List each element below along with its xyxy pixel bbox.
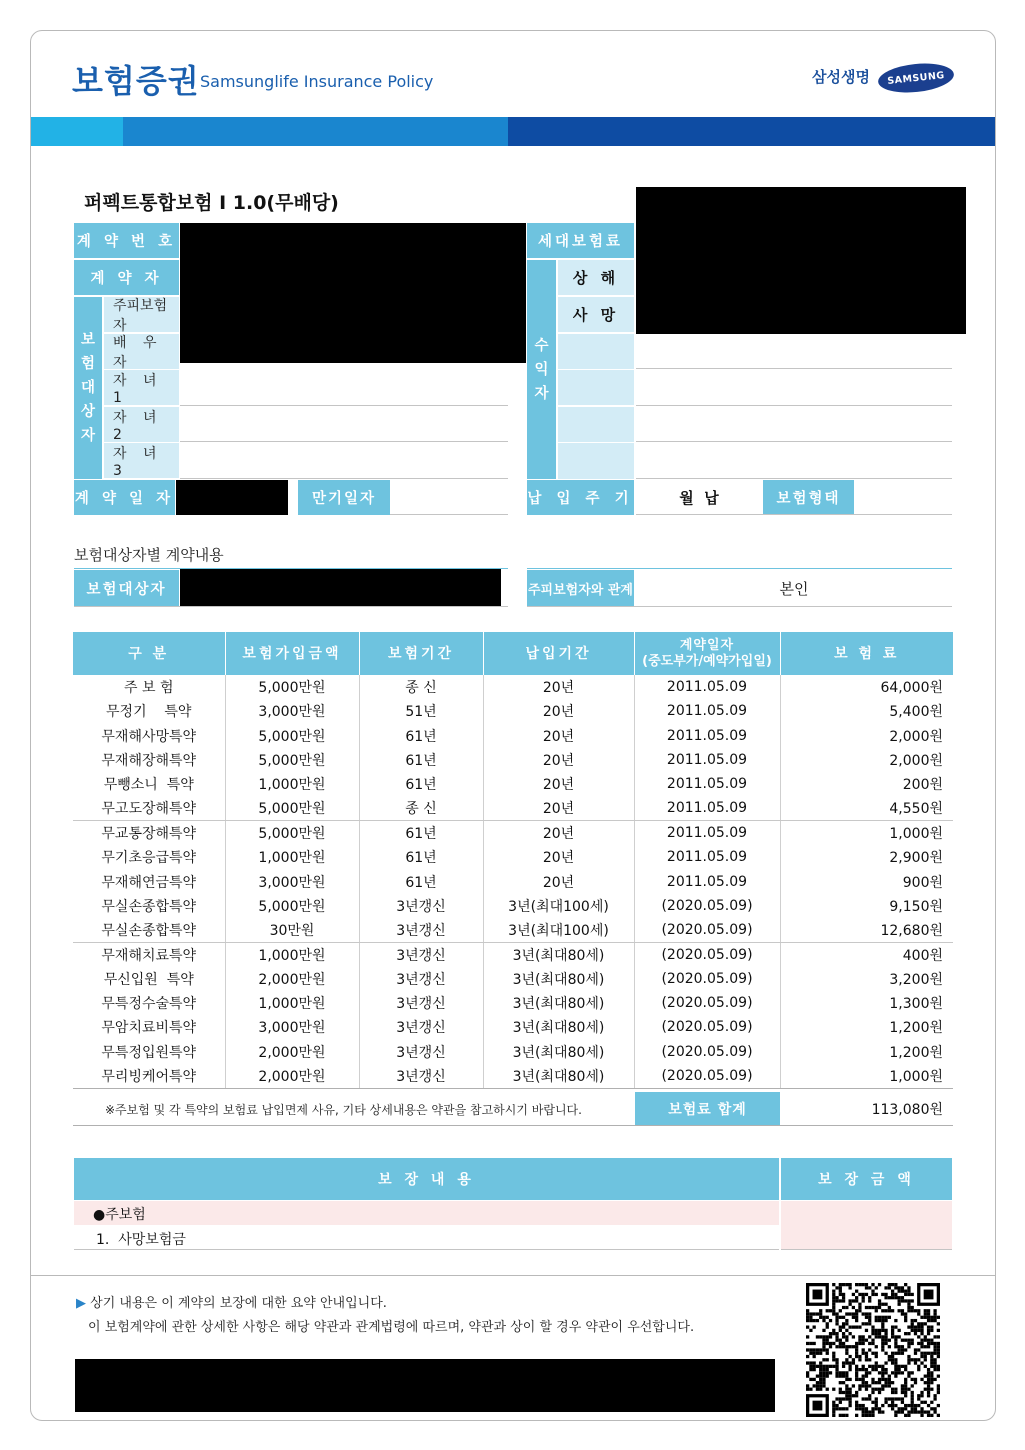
cell-contract-date: (2020.05.09) <box>634 967 780 991</box>
footer-line1: ▶ 상기 내용은 이 계약의 보장에 대한 요약 안내입니다. <box>76 1296 387 1311</box>
cell-coverage-amount: 1,000만원 <box>225 845 359 869</box>
cell-payment-period: 20년 <box>483 699 634 723</box>
cell-insurance-period: 61년 <box>359 724 483 748</box>
cell-payment-period: 20년 <box>483 869 634 893</box>
cell-category: 무실손종합특약 <box>73 894 225 918</box>
child3-label: 자 녀 3 <box>104 443 179 478</box>
cell-insurance-period: 61년 <box>359 748 483 772</box>
samsung-logo: SAMSUNG <box>877 60 956 96</box>
cell-payment-period: 20년 <box>483 748 634 772</box>
coverage-content-header: 보 장 내 용 <box>74 1158 779 1200</box>
cell-category: 무정기 특약 <box>73 699 225 723</box>
cell-coverage-amount: 2,000만원 <box>225 967 359 991</box>
payment-cycle-label: 납 입 주 기 <box>527 480 634 515</box>
cell-category: 무기초응급특약 <box>73 845 225 869</box>
premium-total-label: 보험료 합계 <box>635 1092 780 1125</box>
cell-insurance-period: 3년갱신 <box>359 894 483 918</box>
insured-label: 보험대상자 <box>74 570 179 606</box>
cell-payment-period: 3년(최대80세) <box>483 1039 634 1063</box>
redacted-beneficiary-info <box>636 187 966 334</box>
cell-premium: 4,550원 <box>780 796 953 820</box>
footer-line2: 이 보험계약에 관한 상세한 사항은 해당 약관과 관계법령에 따르며, 약관과 상이 할 경우 약관이 우선합니다. <box>88 1320 695 1335</box>
cell-category: 무교통장해특약 <box>73 821 225 845</box>
cell-insurance-period: 3년갱신 <box>359 967 483 991</box>
maturity-date-label: 만기일자 <box>298 480 390 515</box>
cell-contract-date: (2020.05.09) <box>634 942 780 966</box>
cell-premium: 900원 <box>902 874 943 891</box>
table-row <box>73 869 953 893</box>
table-row <box>73 894 953 918</box>
cell-payment-period: 20년 <box>483 845 634 869</box>
cell-contract-date: 2011.05.09 <box>634 748 780 772</box>
cell-payment-period: 3년(최대100세) <box>483 918 634 942</box>
cell-coverage-amount: 5,000만원 <box>225 675 359 699</box>
contract-number-label: 계 약 번 호 <box>74 223 179 258</box>
cell-coverage-amount: 3,000만원 <box>225 1015 359 1039</box>
cell-payment-period: 20년 <box>483 796 634 820</box>
cell-payment-period: 20년 <box>483 724 634 748</box>
cell-payment-period: 3년(최대80세) <box>483 967 634 991</box>
cell-coverage-amount: 1,000만원 <box>225 942 359 966</box>
cell-insurance-period: 3년갱신 <box>359 918 483 942</box>
cell-coverage-amount: 5,000만원 <box>225 724 359 748</box>
cell-premium: 2,000원 <box>889 728 943 745</box>
col-payment-period: 납입기간 <box>483 632 634 675</box>
cell-contract-date: (2020.05.09) <box>634 1015 780 1039</box>
col-premium: 보 험 료 <box>780 632 953 675</box>
injury-beneficiary-label: 상 해 <box>558 260 634 295</box>
cell-coverage-amount: 3,000만원 <box>225 699 359 723</box>
cell-contract-date: (2020.05.09) <box>634 1064 780 1088</box>
cell-coverage-amount: 3,000만원 <box>225 869 359 893</box>
table-row <box>73 1039 953 1063</box>
cell-premium: 1,300원 <box>889 996 943 1012</box>
table-row <box>73 724 953 748</box>
relation-label: 주피보험자와 관계 <box>527 570 634 606</box>
redacted-footer-info <box>75 1359 775 1412</box>
cell-premium: 9,150원 <box>889 898 943 915</box>
table-row <box>73 991 953 1015</box>
cell-insurance-period: 61년 <box>359 845 483 869</box>
cell-contract-date: (2020.05.09) <box>634 1039 780 1063</box>
col-coverage-amount: 보험가입금액 <box>225 632 359 675</box>
table-row <box>73 845 953 869</box>
cell-contract-date: 2011.05.09 <box>634 796 780 820</box>
cell-premium: 5,400원 <box>889 704 943 721</box>
insured-group-label: 보 험 대 상 자 <box>74 297 102 479</box>
cell-coverage-amount: 2,000만원 <box>225 1064 359 1088</box>
header-band-dark <box>508 117 995 146</box>
cell-insurance-period: 3년갱신 <box>359 991 483 1015</box>
household-premium-label: 세대보험료 <box>527 223 634 258</box>
cell-category: 무실손종합특약 <box>73 918 225 942</box>
cell-payment-period: 20년 <box>483 675 634 699</box>
child2-label: 자 녀 2 <box>104 407 179 442</box>
relation-value: 본인 <box>779 579 809 598</box>
cell-category: 무암치료비특약 <box>73 1015 225 1039</box>
premium-note: ※주보험 및 각 특약의 보험료 납입면제 사유, 기타 상세내용은 약관을 참고하시기 바랍니다. <box>105 1103 582 1117</box>
cell-premium: 1,200원 <box>889 1044 943 1061</box>
cell-premium: 12,680원 <box>780 918 953 942</box>
header-band-mid <box>123 117 508 146</box>
cell-insurance-period: 종 신 <box>359 796 483 820</box>
cell-coverage-amount: 30만원 <box>225 918 359 942</box>
cell-contract-date: 2011.05.09 <box>634 845 780 869</box>
table-row <box>73 675 953 699</box>
table-row <box>73 942 953 966</box>
cell-category: 무특정수술특약 <box>73 991 225 1015</box>
cell-contract-date: 2011.05.09 <box>634 869 780 893</box>
triangle-bullet-icon: ▶ <box>76 1296 86 1311</box>
cell-category: 무재해연금특약 <box>73 869 225 893</box>
cell-payment-period: 3년(최대100세) <box>483 894 634 918</box>
cell-premium: 200원 <box>902 777 943 794</box>
coverage-item-death-benefit: 1. 사망보험금 <box>96 1232 186 1248</box>
contract-table <box>73 632 953 1089</box>
cell-category: 무특정입원특약 <box>73 1039 225 1063</box>
product-name: 퍼펙트통합보험 I 1.0(무배당) <box>84 192 339 214</box>
table-row <box>73 796 953 820</box>
cell-payment-period: 3년(최대80세) <box>483 991 634 1015</box>
cell-insurance-period: 3년갱신 <box>359 1015 483 1039</box>
cell-coverage-amount: 5,000만원 <box>225 748 359 772</box>
cell-coverage-amount: 1,000만원 <box>225 772 359 796</box>
cell-insurance-period: 3년갱신 <box>359 1039 483 1063</box>
cell-insurance-period: 3년갱신 <box>359 1064 483 1088</box>
cell-category: 무고도장해특약 <box>73 796 225 820</box>
beneficiary-label: 수 익 자 <box>527 260 556 479</box>
cell-coverage-amount: 5,000만원 <box>225 821 359 845</box>
redacted-contract-info <box>180 223 526 363</box>
cell-category: 무뺑소니 특약 <box>73 772 225 796</box>
cell-insurance-period: 61년 <box>359 772 483 796</box>
cell-category: 주 보 험 <box>73 675 225 699</box>
cell-premium: 3,200원 <box>889 971 943 988</box>
table-row <box>73 699 953 723</box>
redacted-insured-name <box>180 569 501 607</box>
cell-premium: 1,000원 <box>780 1064 953 1088</box>
redacted-contract-date <box>176 480 288 515</box>
cell-contract-date: 2011.05.09 <box>634 821 780 845</box>
cell-payment-period: 20년 <box>483 772 634 796</box>
cell-premium: 64,000원 <box>880 680 943 697</box>
cell-premium: 1,200원 <box>889 1020 943 1037</box>
cell-premium: 2,000원 <box>889 753 943 770</box>
cell-coverage-amount: 1,000만원 <box>225 991 359 1015</box>
cell-insurance-period: 61년 <box>359 869 483 893</box>
cell-insurance-period: 61년 <box>359 821 483 845</box>
payment-cycle-value: 월 납 <box>679 489 719 507</box>
cell-coverage-amount: 5,000만원 <box>225 796 359 820</box>
cell-payment-period: 3년(최대80세) <box>483 1015 634 1039</box>
table-row <box>73 1015 953 1039</box>
cell-insurance-period: 51년 <box>359 699 483 723</box>
cell-contract-date: (2020.05.09) <box>634 918 780 942</box>
premium-total-value: 113,080원 <box>871 1101 943 1118</box>
table-row <box>73 772 953 796</box>
contractor-label: 계 약 자 <box>74 260 179 295</box>
cell-premium: 2,900원 <box>889 850 943 867</box>
cell-premium: 400원 <box>902 947 943 964</box>
cell-contract-date: (2020.05.09) <box>634 991 780 1015</box>
spouse-label: 배 우 자 <box>104 334 179 369</box>
death-beneficiary-label: 사 망 <box>558 297 634 332</box>
cell-coverage-amount: 2,000만원 <box>225 1039 359 1063</box>
cell-category: 무재해치료특약 <box>73 942 225 966</box>
cell-payment-period: 20년 <box>483 821 634 845</box>
cell-premium: 1,000원 <box>889 826 943 843</box>
child1-label: 자 녀 1 <box>104 370 179 405</box>
cell-payment-period: 3년(최대80세) <box>483 942 634 966</box>
cell-category: 무리빙케어특약 <box>73 1064 225 1088</box>
table-row <box>73 821 953 845</box>
cell-contract-date: 2011.05.09 <box>634 675 780 699</box>
contract-date-label: 계 약 일 자 <box>74 480 175 515</box>
insurance-type-label: 보험형태 <box>763 480 854 515</box>
col-insurance-period: 보험기간 <box>359 632 483 675</box>
cell-insurance-period: 종 신 <box>359 675 483 699</box>
cell-payment-period: 3년(최대80세) <box>483 1064 634 1088</box>
cell-contract-date: 2011.05.09 <box>634 699 780 723</box>
table-row <box>73 967 953 991</box>
col-contract-date: 계약일자 (중도부가/예약가입일) <box>634 632 780 675</box>
table-row <box>73 748 953 772</box>
coverage-main-item: ●주보험 <box>93 1207 146 1223</box>
title-english: Samsunglife Insurance Policy <box>200 72 434 91</box>
title-korean: 보험증권 <box>72 62 200 100</box>
header-band-light <box>31 117 123 146</box>
table-header-row <box>73 632 953 675</box>
table-row <box>73 918 953 942</box>
section-title: 보험대상자별 계약내용 <box>74 546 224 564</box>
cell-insurance-period: 3년갱신 <box>359 942 483 966</box>
cell-category: 무신입원 특약 <box>73 967 225 991</box>
cell-contract-date: 2011.05.09 <box>634 724 780 748</box>
table-row <box>73 1064 953 1088</box>
qr-code-icon <box>806 1283 940 1417</box>
col-category: 구 분 <box>73 632 225 675</box>
cell-coverage-amount: 5,000만원 <box>225 894 359 918</box>
main-insured-label: 주피보험자 <box>104 297 179 332</box>
cell-category: 무재해장해특약 <box>73 748 225 772</box>
cell-contract-date: 2011.05.09 <box>634 772 780 796</box>
cell-contract-date: (2020.05.09) <box>634 894 780 918</box>
brand-name: 삼성생명 <box>812 68 870 86</box>
coverage-amount-header: 보 장 금 액 <box>781 1158 952 1200</box>
cell-category: 무재해사망특약 <box>73 724 225 748</box>
